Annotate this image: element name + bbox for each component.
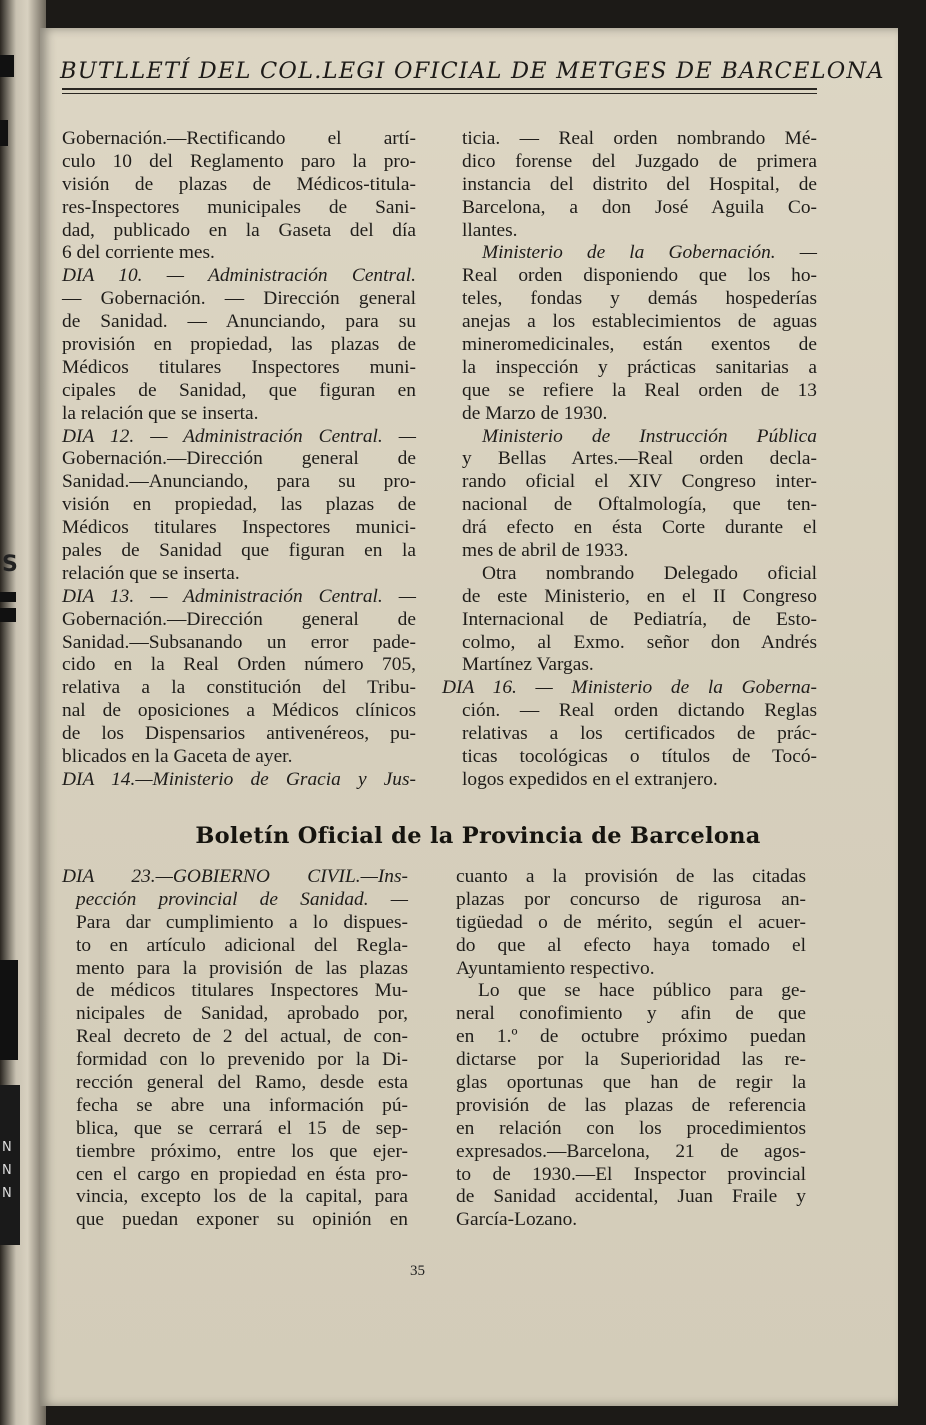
text-line: mineromedicinales, están exentos de	[462, 334, 817, 356]
text-line: Otra nombrando Delegado oficial	[482, 562, 817, 584]
spine-letter: N	[2, 1140, 12, 1155]
text-line: dictarse por la Superioridad las re-	[456, 1049, 806, 1071]
text-line: dad, publicado en la Gaseta del día	[62, 219, 416, 241]
text-line: fecha se abre una información pú-	[76, 1094, 408, 1116]
text-line: de Sanidad. — Anunciando, para su	[62, 311, 416, 333]
text-line: blicados en la Gaceta de ayer.	[62, 746, 293, 768]
text-line: — Gobernación. — Dirección general	[62, 288, 416, 310]
text-line: DIA 16. — Ministerio de la Goberna-	[442, 677, 817, 699]
top-left-column	[62, 128, 416, 792]
text-line: Médicos titulares Inspectores munici-	[62, 517, 416, 539]
text-line: provisión en propiedad, las plazas de	[62, 334, 416, 356]
text-line: mes de abril de 1933.	[462, 540, 629, 562]
text-line: la relación que se inserta.	[62, 402, 259, 424]
text-line: neral conofimiento y afin de que	[456, 1003, 806, 1025]
text-line: res-Inspectores municipales de Sani-	[62, 196, 416, 218]
text-line: plazas por concurso de rigurosa an-	[456, 888, 806, 910]
journal-header: BUTLLETÍ DEL COL.LEGI OFICIAL DE METGES DE BARCELONA	[60, 58, 885, 84]
text-line: García-Lozano.	[456, 1209, 578, 1231]
bottom-right-column	[456, 866, 806, 1232]
text-line: que puedan exponer su opinión en	[76, 1209, 408, 1231]
spine-mark	[0, 120, 8, 146]
text-line: to en artículo adicional del Regla-	[76, 934, 408, 956]
text-line: Internacional de Pediatría, de Esto-	[462, 608, 817, 630]
text-line: glas oportunas que han de regir la	[456, 1072, 806, 1094]
text-line: to de 1930.—El Inspector provincial	[456, 1163, 806, 1185]
text-line: DIA 13. — Administración Central. —	[62, 585, 416, 607]
text-line: DIA 14.—Ministerio de Gracia y Jus-	[62, 768, 416, 790]
spine-letter: S	[2, 552, 18, 577]
text-line: Real orden disponiendo que los ho-	[462, 265, 817, 287]
spine-letter: N	[2, 1186, 12, 1201]
text-line: pales de Sanidad que figuran en la	[62, 540, 416, 562]
text-line: Gobernación.—Rectificando el artí-	[62, 128, 416, 149]
text-line: llantes.	[462, 219, 518, 241]
text-line: cuanto a la provisión de las citadas	[456, 866, 806, 887]
section-heading: Boletín Oficial de la Provincia de Barcelona	[195, 823, 761, 849]
spine-mark	[0, 55, 14, 77]
text-line: mento para la provisión de las plazas	[76, 957, 408, 979]
text-line: relativas a los certificados de prác-	[462, 723, 817, 745]
text-line: Gobernación.—Dirección general de	[62, 448, 416, 470]
text-line: 6 del corriente mes.	[62, 242, 215, 264]
text-line: Barcelona, a don José Aguila Co-	[462, 196, 817, 218]
text-line: blica, que se cerrará el 15 de sep-	[76, 1117, 408, 1139]
spine-letter: N	[2, 1163, 12, 1178]
text-line: que se refiere la Real orden de 13	[462, 379, 817, 401]
text-line: ticas tocológicas o títulos de Tocó-	[462, 746, 817, 768]
spine-mark	[0, 608, 16, 622]
page-number: 35	[410, 1263, 425, 1279]
text-line: DIA 10. — Administración Central.	[62, 265, 416, 287]
text-line: colmo, al Exmo. señor don Andrés	[462, 631, 817, 653]
text-line: cipales de Sanidad, que figuran en	[62, 379, 416, 401]
text-line: tigüedad o de mérito, según el acuer-	[456, 911, 806, 933]
text-line: Gobernación.—Dirección general de	[62, 608, 416, 630]
text-line: nicipales de Sanidad, aprobado por,	[76, 1003, 408, 1025]
text-line: do que al efecto haya tomado el	[456, 934, 806, 956]
text-line: provisión de las plazas de referencia	[456, 1094, 806, 1116]
text-line: Lo que se hace público para ge-	[478, 980, 806, 1002]
text-line: Sanidad.—Subsanando un error pade-	[62, 631, 416, 653]
text-line: ción. — Real orden dictando Reglas	[462, 700, 817, 722]
text-line: Para dar cumplimiento a lo dispues-	[76, 911, 408, 933]
text-line: dico forense del Juzgado de primera	[462, 150, 817, 172]
text-line: Martínez Vargas.	[462, 654, 594, 676]
text-line: anejas a los establecimientos de aguas	[462, 311, 817, 333]
text-line: relación que se inserta.	[62, 562, 240, 584]
text-line: relativa a la constitución del Tribu-	[62, 677, 416, 699]
text-line: de Sanidad accidental, Juan Fraile y	[456, 1186, 806, 1208]
text-line: la inspección y prácticas sanitarias a	[462, 356, 817, 378]
text-line: expresados.—Barcelona, 21 de agos-	[456, 1140, 806, 1162]
text-line: drá efecto en ésta Corte durante el	[462, 517, 817, 539]
top-right-column	[442, 128, 817, 792]
header-rule	[62, 88, 817, 90]
text-line: Ministerio de la Gobernación. —	[482, 242, 817, 264]
text-line: rección general del Ramo, desde esta	[76, 1072, 408, 1094]
text-line: DIA 23.—GOBIERNO CIVIL.—Ins-	[62, 866, 408, 887]
text-line: nal de oposiciones a Médicos clínicos	[62, 700, 416, 722]
text-line: logos expedidos en el extranjero.	[462, 768, 718, 790]
text-line: Sanidad.—Anunciando, para su pro-	[62, 471, 416, 493]
text-line: Real decreto de 2 del actual, de con-	[76, 1026, 408, 1048]
text-line: de Marzo de 1930.	[462, 402, 608, 424]
text-line: en relación con los procedimientos	[456, 1117, 806, 1139]
text-line: formidad con lo prevenido por la Di-	[76, 1049, 408, 1071]
spine-mark	[0, 592, 16, 602]
header-rule-double	[62, 93, 817, 94]
text-line: instancia del distrito del Hospital, de	[462, 173, 817, 195]
text-line: Médicos titulares Inspectores muni-	[62, 356, 416, 378]
text-line: Ayuntamiento respectivo.	[456, 957, 655, 979]
text-line: culo 10 del Reglamento paro la pro-	[62, 150, 416, 172]
text-line: ticia. — Real orden nombrando Mé-	[462, 128, 817, 149]
text-line: cido en la Real Orden número 705,	[62, 654, 416, 676]
text-line: Ministerio de Instrucción Pública	[482, 425, 817, 447]
text-line: de los Dispensarios antivenéreos, pu-	[62, 723, 416, 745]
text-line: vincia, excepto los de la capital, para	[76, 1186, 408, 1208]
text-line: pección provincial de Sanidad. —	[76, 888, 408, 910]
text-line: DIA 12. — Administración Central. —	[62, 425, 416, 447]
text-line: nacional de Oftalmología, que ten-	[462, 494, 817, 516]
text-line: tiembre próximo, entre los que ejer-	[76, 1140, 408, 1162]
text-line: en 1.º de octubre próximo puedan	[456, 1026, 806, 1048]
bottom-left-column	[62, 866, 408, 1232]
text-line: de este Ministerio, en el II Congreso	[462, 585, 817, 607]
text-line: de médicos titulares Inspectores Mu-	[76, 980, 408, 1002]
text-line: cen el cargo en propiedad en ésta pro-	[76, 1163, 408, 1185]
text-line: visión en propiedad, las plazas de	[62, 494, 416, 516]
text-line: visión de plazas de Médicos-titula-	[62, 173, 416, 195]
spine-mark	[0, 960, 18, 1060]
text-line: teles, fondas y demás hospederías	[462, 288, 817, 310]
text-line: rando oficial el XIV Congreso inter-	[462, 471, 817, 493]
text-line: y Bellas Artes.—Real orden decla-	[462, 448, 817, 470]
